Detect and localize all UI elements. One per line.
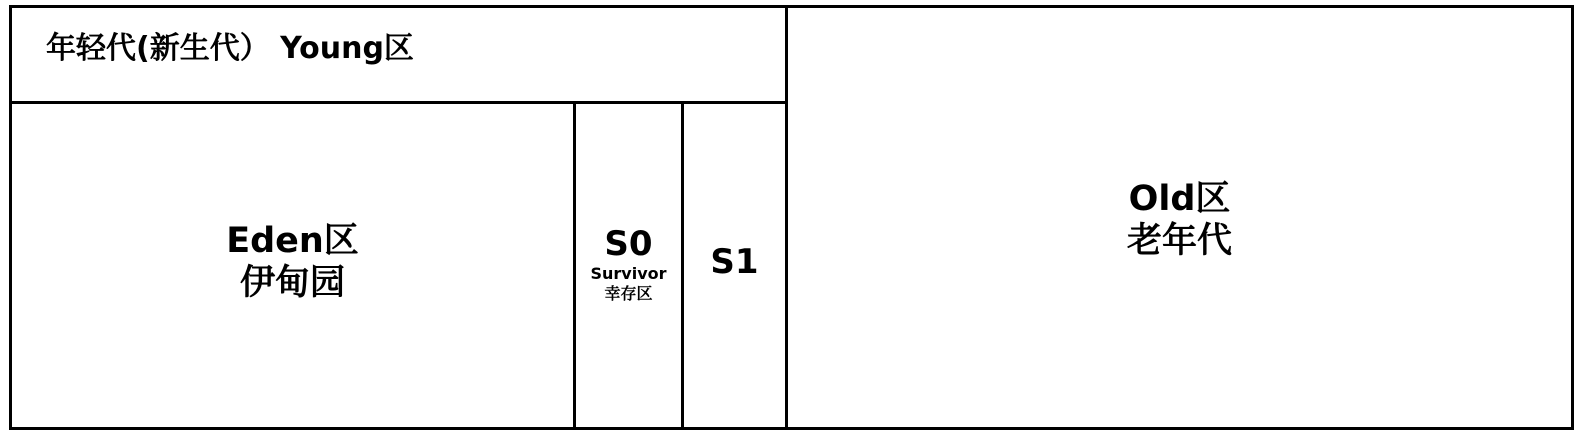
survivor-s0-region: [573, 101, 684, 430]
s1-label: S1: [710, 242, 759, 282]
eden-region: [9, 101, 576, 430]
old-generation-region: [785, 5, 1574, 430]
survivor-s1-region: [681, 101, 788, 430]
old-cn-label: 老年代: [1126, 221, 1232, 261]
s0-label: S0: [604, 224, 653, 264]
eden-cn-label: 伊甸园: [239, 263, 345, 303]
s0-sub-label: Survivor: [590, 264, 667, 283]
s1-label-group: [684, 242, 785, 282]
young-generation-title: 年轻代(新生代） Young区: [46, 31, 414, 66]
old-label: Old区: [1128, 179, 1231, 219]
s0-cn-label: 幸存区: [604, 284, 653, 303]
young-generation-header: [9, 5, 788, 104]
eden-label-group: [12, 220, 573, 304]
old-label-group: [788, 178, 1571, 262]
s0-label-group: [576, 224, 681, 304]
eden-label: Eden区: [226, 221, 359, 261]
